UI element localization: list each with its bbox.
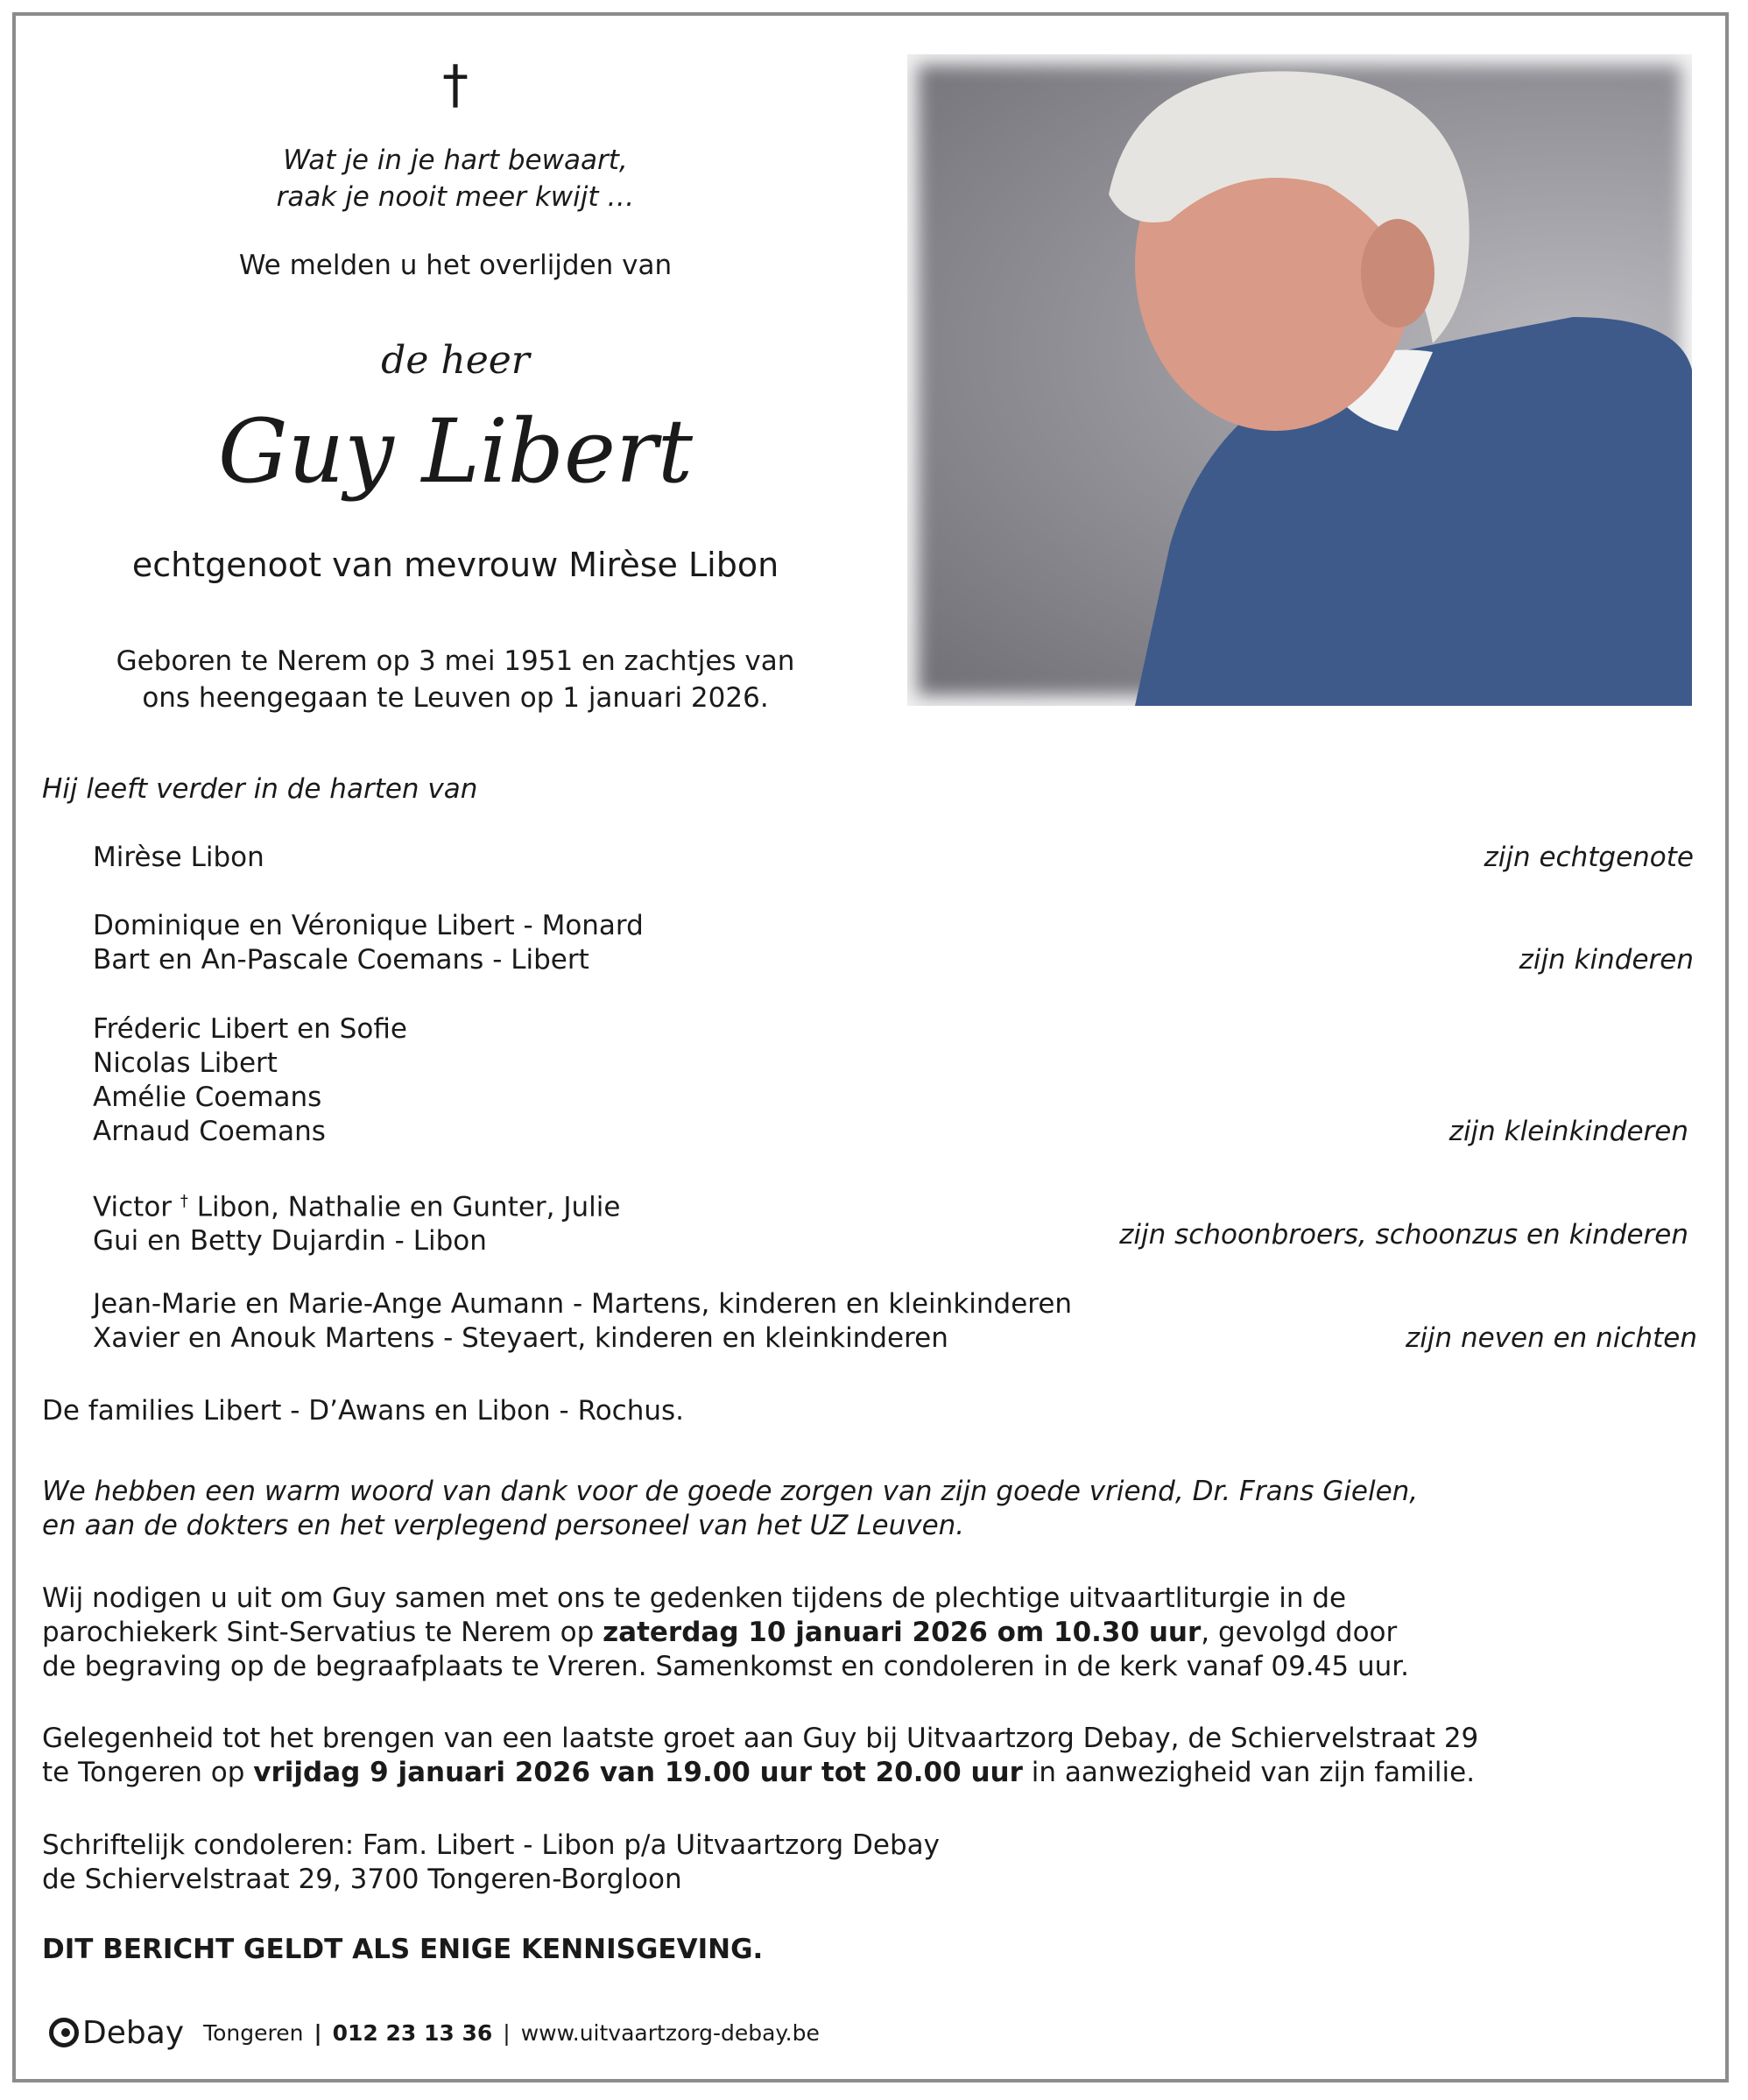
- ear-shape: [1361, 219, 1434, 328]
- families-line: De families Libert - D’Awans en Libon - Rochus.: [42, 1395, 685, 1427]
- verse-line-1: Wat je in je hart bewaart,: [283, 144, 628, 176]
- family-group-in-laws: [93, 1184, 620, 1258]
- cross-symbol: †: [442, 54, 469, 116]
- family-member: Fréderic Libert en Sofie: [93, 1013, 407, 1045]
- family-member: Dominique en Véronique Libert - Monard: [93, 910, 644, 941]
- family-member: Bart en An-Pascale Coemans - Libert: [93, 944, 589, 976]
- born-line-2: ons heengegaan te Leuven op 1 januari 2026.: [142, 682, 769, 714]
- announcement: We melden u het overlijden van: [238, 250, 673, 281]
- thanks-line-1: We hebben een warm woord van dank voor de goede zorgen van zijn goede vriend, Dr. Frans Gielen,: [42, 1476, 1419, 1507]
- footer-city: Tongeren: [203, 2019, 304, 2046]
- funeral-date-time: zaterdag 10 januari 2026 om 10.30 uur: [603, 1617, 1202, 1648]
- family-group-spouse: [93, 841, 264, 875]
- family-member-victor: [93, 1184, 620, 1224]
- role-grandchildren: zijn kleinkinderen: [1448, 1116, 1688, 1147]
- footer: [49, 2011, 820, 2054]
- funeral-line-3: de begraving op de begraafplaats te Vreren. Samenkomst en condoleren in de kerk vanaf 09.45 uur.: [42, 1651, 1410, 1682]
- logo-text: Debay: [82, 2014, 185, 2051]
- born-line-1: Geboren te Nerem op 3 mei 1951 en zachtjes van: [116, 645, 795, 677]
- family-intro: Hij leeft verder in de harten van: [42, 773, 478, 805]
- footer-separator: |: [314, 2019, 322, 2046]
- portrait-illustration: [907, 54, 1692, 706]
- footer-separator: |: [503, 2019, 511, 2046]
- visit-line-1: Gelegenheid tot het brengen van een laatste groet aan Guy bij Uitvaartzorg Debay, de Schiervelstraat 29: [42, 1723, 1479, 1754]
- condolence-line-2: de Schiervelstraat 29, 3700 Tongeren-Borgloon: [42, 1864, 682, 1895]
- condolence-line-1: Schriftelijk condoleren: Fam. Libert - Libon p/a Uitvaartzorg Debay: [42, 1829, 940, 1861]
- role-in-laws: zijn schoonbroers, schoonzus en kinderen: [1119, 1219, 1688, 1251]
- birth-death-info: [0, 643, 911, 716]
- deceased-cross-mark: †: [180, 1192, 188, 1210]
- family-member: Arnaud Coemans: [93, 1116, 326, 1147]
- victor-rest: Libon, Nathalie en Gunter, Julie: [196, 1191, 621, 1223]
- verse: [0, 142, 911, 215]
- thanks-line-2: en aan de dokters en het verplegend personeel van het UZ Leuven.: [42, 1510, 965, 1541]
- footer-website-link[interactable]: www.uitvaartzorg-debay.be: [520, 2019, 820, 2046]
- family-member: Jean-Marie en Marie-Ange Aumann - Martens, kinderen en kleinkinderen: [93, 1288, 1073, 1320]
- funeral-line-2-start: parochiekerk Sint-Servatius te Nerem op: [42, 1617, 603, 1648]
- thanks-paragraph: [42, 1475, 1671, 1543]
- role-cousins: zijn neven en nichten: [1405, 1322, 1697, 1354]
- family-member: Nicolas Libert: [93, 1047, 278, 1079]
- funeral-line-2-end: , gevolgd door: [1201, 1617, 1398, 1648]
- visit-line-2-start: te Tongeren op: [42, 1757, 254, 1788]
- funeral-line-1: Wij nodigen u uit om Guy samen met ons te gedenken tijdens de plechtige uitvaartliturgie in de: [42, 1582, 1347, 1614]
- family-group-children: [93, 909, 644, 977]
- family-group-grandchildren: [93, 1012, 407, 1149]
- footer-phone[interactable]: 012 23 13 36: [332, 2019, 493, 2046]
- funeral-paragraph: [42, 1582, 1671, 1684]
- portrait-photo: [907, 54, 1692, 706]
- visit-line-2-end: in aanwezigheid van zijn familie.: [1022, 1757, 1476, 1788]
- family-member: Amélie Coemans: [93, 1082, 322, 1113]
- deceased-name: Guy Libert: [217, 400, 694, 503]
- spouse-line: echtgenoot van mevrouw Mirèse Libon: [131, 546, 779, 584]
- family-member: Gui en Betty Dujardin - Libon: [93, 1225, 487, 1258]
- role-spouse: zijn echtgenote: [1484, 842, 1694, 873]
- family-member: Mirèse Libon: [93, 842, 264, 873]
- condolence-paragraph: [42, 1829, 1671, 1897]
- verse-line-2: raak je nooit meer kwijt …: [276, 181, 635, 213]
- debay-logo-icon: [49, 2018, 79, 2047]
- role-children: zijn kinderen: [1519, 944, 1694, 976]
- victor-name: Victor: [93, 1191, 173, 1223]
- visit-date-time: vrijdag 9 januari 2026 van 19.00 uur tot 20.00 uur: [253, 1757, 1023, 1788]
- family-member: Xavier en Anouk Martens - Steyaert, kinderen en kleinkinderen: [93, 1322, 948, 1354]
- notice-line: DIT BERICHT GELDT ALS ENIGE KENNISGEVING.: [42, 1934, 764, 1965]
- honorific-title: de heer: [381, 338, 530, 383]
- family-group-cousins: [93, 1287, 1072, 1356]
- visit-paragraph: [42, 1722, 1671, 1790]
- funeral-line-2: [42, 1616, 1671, 1650]
- visit-line-2: [42, 1756, 1671, 1790]
